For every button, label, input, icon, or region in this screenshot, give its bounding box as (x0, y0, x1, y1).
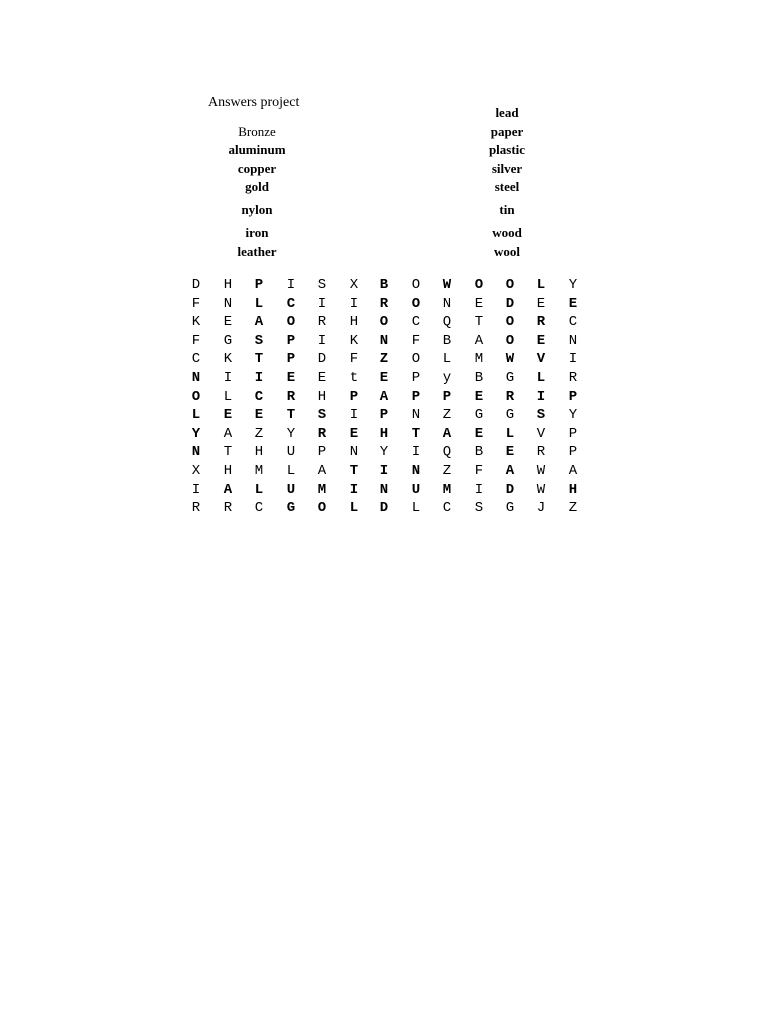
grid-cell: A (317, 463, 327, 479)
grid-cell: Q (442, 314, 452, 331)
grid-cell: O (191, 388, 201, 405)
grid-cell: E (286, 370, 296, 386)
grid-cell: I (286, 277, 296, 293)
grid-cell: A (223, 481, 233, 498)
grid-cell: H (568, 481, 578, 498)
grid-cell: L (254, 481, 264, 498)
grid-cell: P (568, 425, 578, 442)
grid-cell: E (536, 332, 546, 349)
grid-cell: R (379, 295, 389, 312)
grid-cell: V (536, 351, 546, 368)
grid-cell: C (411, 314, 421, 331)
grid-cell: L (254, 295, 264, 312)
grid-cell: G (505, 407, 515, 424)
grid-cell: Y (568, 407, 578, 424)
grid-cell: F (349, 351, 359, 368)
grid-cell: C (442, 500, 452, 517)
word-item: wool (494, 244, 520, 259)
grid-cell: P (254, 277, 264, 293)
grid-cell: H (254, 444, 264, 461)
grid-cell: G (474, 407, 484, 424)
grid-cell: J (536, 500, 546, 517)
grid-cell: Y (379, 444, 389, 461)
grid-cell: I (349, 295, 359, 312)
grid-cell: A (223, 425, 233, 442)
grid-cell: E (379, 370, 389, 386)
grid-cell: C (254, 500, 264, 517)
grid-cell: P (568, 444, 578, 461)
grid-cell: S (317, 277, 327, 293)
grid-cell: R (317, 314, 327, 331)
grid-cell: H (223, 463, 233, 479)
grid-cell: N (568, 332, 578, 349)
grid-cell: S (536, 407, 546, 424)
grid-cell: I (317, 332, 327, 349)
grid-cell: H (317, 388, 327, 405)
grid-cell: H (379, 425, 389, 442)
grid-cell: R (191, 500, 201, 517)
grid-cell: F (411, 332, 421, 349)
grid-cell: Y (568, 277, 578, 293)
grid-cell: N (442, 295, 452, 312)
word-item: Bronze (238, 124, 276, 139)
grid-cell: E (568, 295, 578, 312)
grid-cell: S (254, 332, 264, 349)
grid-cell: N (411, 407, 421, 424)
grid-cell: E (474, 388, 484, 405)
grid-cell: Q (442, 444, 452, 461)
grid-cell: L (349, 500, 359, 517)
grid-cell: F (191, 295, 201, 312)
grid-cell: A (474, 332, 484, 349)
grid-cell: C (254, 388, 264, 405)
grid-cell: M (474, 351, 484, 368)
grid-cell: E (223, 407, 233, 424)
grid-cell: H (223, 277, 233, 293)
grid-cell: Z (442, 407, 452, 424)
word-item: steel (494, 179, 520, 194)
word-item: aluminum (228, 142, 286, 157)
grid-cell: R (568, 370, 578, 386)
grid-cell: O (505, 332, 515, 349)
grid-cell: I (379, 463, 389, 479)
grid-cell: N (411, 463, 421, 479)
word-item: silver (491, 161, 523, 176)
grid-cell: A (568, 463, 578, 479)
grid-cell: R (223, 500, 233, 517)
grid-cell: P (286, 332, 296, 349)
grid-cell: E (349, 425, 359, 442)
grid-cell: B (474, 444, 484, 461)
grid-cell: P (379, 407, 389, 424)
grid-cell: R (536, 444, 546, 461)
grid-cell: N (379, 481, 389, 498)
grid-cell: W (536, 481, 546, 498)
word-item: leather (237, 244, 277, 259)
grid-cell: M (317, 481, 327, 498)
grid-cell: I (349, 407, 359, 424)
grid-cell: X (349, 277, 359, 293)
grid-cell: G (505, 370, 515, 386)
grid-cell: F (191, 332, 201, 349)
grid-cell: Z (442, 463, 452, 479)
grid-cell: P (568, 388, 578, 405)
grid-cell: L (286, 463, 296, 479)
grid-cell: S (474, 500, 484, 517)
grid-cell: I (474, 481, 484, 498)
grid-cell: W (442, 277, 452, 293)
grid-cell: t (349, 370, 359, 386)
word-item: wood (492, 225, 522, 240)
grid-cell: D (317, 351, 327, 368)
word-item: gold (245, 179, 269, 194)
grid-cell: G (505, 500, 515, 517)
grid-cell: I (223, 370, 233, 386)
grid-cell: U (286, 444, 296, 461)
word-item: lead (495, 105, 519, 120)
grid-cell: Z (568, 500, 578, 517)
grid-cell: N (191, 370, 201, 386)
grid-cell: Y (191, 425, 201, 442)
grid-cell: B (442, 332, 452, 349)
grid-cell: E (317, 370, 327, 386)
grid-cell: O (505, 314, 515, 331)
grid-cell: K (191, 314, 201, 331)
grid-cell: P (286, 351, 296, 368)
grid-cell: S (317, 407, 327, 424)
grid-cell: I (254, 370, 264, 386)
grid-cell: O (505, 277, 515, 293)
grid-cell: C (286, 295, 296, 312)
grid-cell: E (474, 425, 484, 442)
grid-cell: R (505, 388, 515, 405)
grid-cell: R (317, 425, 327, 442)
grid-cell: I (317, 295, 327, 312)
grid-cell: D (505, 295, 515, 312)
grid-cell: O (411, 295, 421, 312)
grid-cell: D (191, 277, 201, 293)
grid-cell: E (223, 314, 233, 331)
grid-cell: C (568, 314, 578, 331)
grid-cell: Z (379, 351, 389, 368)
grid-cell: K (349, 332, 359, 349)
grid-cell: D (505, 481, 515, 498)
word-item: iron (245, 225, 269, 240)
grid-cell: P (411, 370, 421, 386)
grid-cell: B (474, 370, 484, 386)
grid-cell: T (254, 351, 264, 368)
grid-cell: L (536, 277, 546, 293)
grid-cell: L (442, 351, 452, 368)
grid-cell: P (442, 388, 452, 405)
grid-cell: R (286, 388, 296, 405)
grid-cell: W (505, 351, 515, 368)
grid-cell: A (379, 388, 389, 405)
grid-cell: U (286, 481, 296, 498)
word-item: plastic (488, 142, 526, 157)
grid-cell: P (317, 444, 327, 461)
grid-cell: E (536, 295, 546, 312)
page-title: Answers project (208, 95, 300, 110)
grid-cell: C (191, 351, 201, 368)
grid-cell: N (349, 444, 359, 461)
grid-cell: T (223, 444, 233, 461)
grid-cell: O (317, 500, 327, 517)
grid-cell: U (411, 481, 421, 498)
grid-cell: T (349, 463, 359, 479)
grid-cell: W (536, 463, 546, 479)
grid-cell: I (568, 351, 578, 368)
grid-cell: N (379, 332, 389, 349)
grid-cell: L (223, 388, 233, 405)
grid-cell: I (191, 481, 201, 498)
grid-cell: V (536, 425, 546, 442)
grid-cell: D (379, 500, 389, 517)
grid-cell: X (191, 463, 201, 479)
grid-cell: L (536, 370, 546, 386)
grid-cell: O (286, 314, 296, 331)
grid-cell: E (254, 407, 264, 424)
grid-cell: B (379, 277, 389, 293)
word-item: nylon (241, 202, 273, 217)
grid-cell: A (442, 425, 452, 442)
grid-cell: H (349, 314, 359, 331)
word-item: copper (237, 161, 277, 176)
grid-cell: K (223, 351, 233, 368)
word-item: tin (499, 202, 515, 217)
grid-cell: A (254, 314, 264, 331)
grid-cell: L (411, 500, 421, 517)
grid-cell: G (286, 500, 296, 517)
grid-cell: Z (254, 425, 264, 442)
grid-cell: P (411, 388, 421, 405)
grid-cell: T (474, 314, 484, 331)
grid-cell: O (411, 277, 421, 293)
grid-cell: G (223, 332, 233, 349)
grid-cell: M (254, 463, 264, 479)
grid-cell: O (379, 314, 389, 331)
grid-cell: I (536, 388, 546, 405)
grid-cell: T (411, 425, 421, 442)
grid-cell: y (442, 370, 452, 386)
grid-cell: L (505, 425, 515, 442)
grid-cell: A (505, 463, 515, 479)
grid-cell: O (474, 277, 484, 293)
word-item: paper (490, 124, 524, 139)
grid-cell: I (411, 444, 421, 461)
grid-cell: N (191, 444, 201, 461)
grid-cell: E (474, 295, 484, 312)
grid-cell: E (505, 444, 515, 461)
grid-cell: R (536, 314, 546, 331)
grid-cell: I (349, 481, 359, 498)
grid-cell: T (286, 407, 296, 424)
grid-cell: Y (286, 425, 296, 442)
grid-cell: L (191, 407, 201, 424)
grid-cell: F (474, 463, 484, 479)
grid-cell: P (349, 388, 359, 405)
grid-cell: O (411, 351, 421, 368)
grid-cell: M (442, 481, 452, 498)
grid-cell: N (223, 295, 233, 312)
